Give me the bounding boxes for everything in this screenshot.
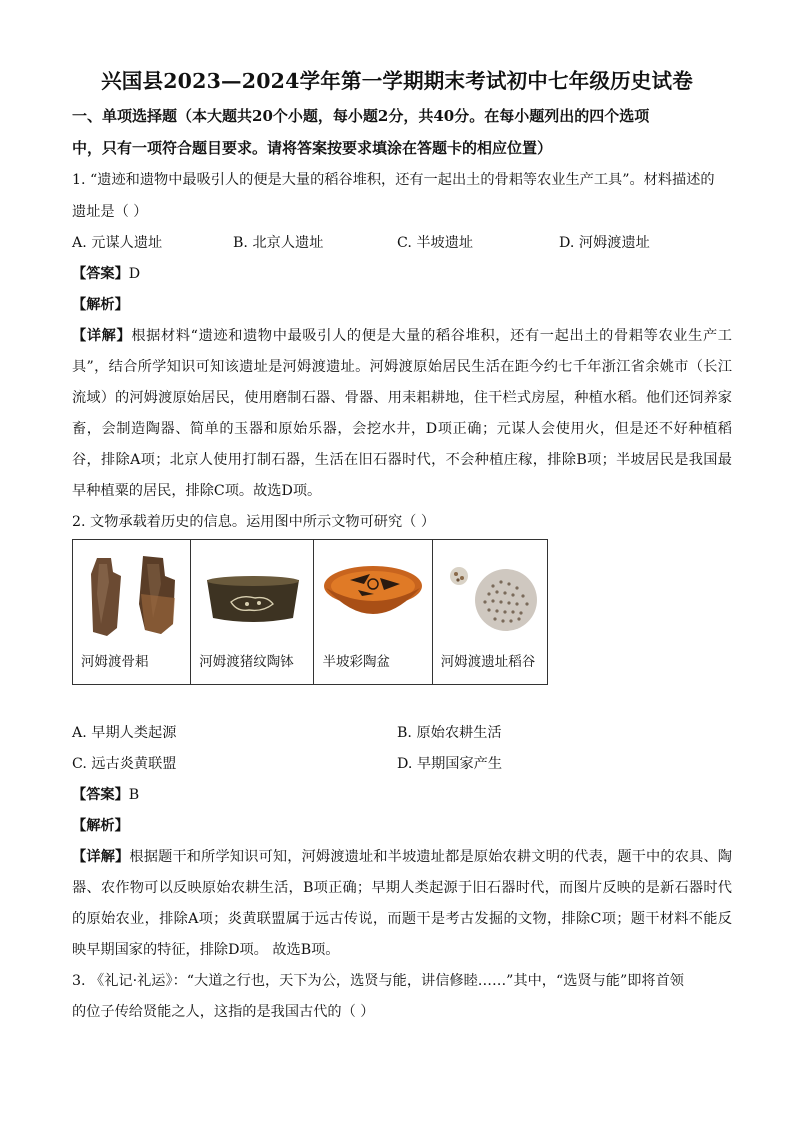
q2-detail-line-2: 器、农作物可以反映原始农耕生活，B项正确；早期人类起源于旧石器时代，而图片反映的是新石器时代	[72, 880, 732, 896]
q2-detail-line-4: 映早期国家的特征，排除D项。 故选B项。	[72, 942, 340, 958]
q1-detail-label: 【详解】	[72, 328, 132, 344]
q3-stem-line-2: 的位子传给贤能之人，这指的是我国古代的（ ）	[72, 1004, 375, 1020]
q1-stem-line-1: 1. “遗迹和遗物中最吸引人的便是大量的稻谷堆积，还有一起出土的骨耜等农业生产工具”。材料描述的	[72, 172, 715, 188]
pig-bowl-image	[203, 574, 303, 626]
q1-detail-line-1: 【详解】根据材料“遗迹和遗物中最吸引人的便是大量的稻谷堆积，还有一起出土的骨耜等农业生产工	[72, 328, 732, 344]
q2-option-b: B. 原始农耕生活	[397, 725, 502, 741]
q1-stem-line-2: 遗址是（ ）	[72, 204, 148, 220]
relic-caption-2: 河姆渡猪纹陶钵	[199, 654, 294, 670]
q1-analysis-label: 【解析】	[72, 297, 129, 313]
q2-option-d: D. 早期国家产生	[397, 756, 503, 772]
q1-answer	[72, 259, 140, 290]
q3-stem-line-1: 3. 《礼记·礼运》：“大道之行也，天下为公，选贤与能，讲信修睦……”其中，“选贤与能”即将首领	[72, 973, 684, 989]
q1-option-a: A. 元谋人遗址	[72, 235, 163, 251]
q1-option-c: C. 半坡遗址	[397, 235, 474, 251]
q2-option-c: C. 远古炎黄联盟	[72, 756, 177, 772]
relic-cell-painted-basin	[314, 540, 432, 685]
relics-table	[72, 539, 548, 685]
q1-detail-line-3: 流域）的河姆渡原始居民，使用磨制石器、骨器、用耒耜耕地，住干栏式房屋，种植水稻。他们还饲养家	[72, 390, 732, 406]
relic-cell-rice-grains	[432, 540, 547, 685]
relic-cell-bone-spade	[73, 540, 191, 685]
q1-detail-line-2: 具”，结合所学知识可知该遗址是河姆渡遗址。河姆渡原始居民生活在距今约七千年浙江省余姚市（长江	[72, 359, 732, 375]
relic-caption-4: 河姆渡遗址稻谷	[440, 654, 536, 670]
q1-answer-label: 【答案】	[72, 266, 129, 282]
q2-detail-line-3: 的原始农业，排除A项；炎黄联盟属于远古传说，而题干是考古发掘的文物，排除C项；题干材料不能反	[72, 911, 732, 927]
q2-detail-line-1: 【详解】根据题干和所学知识可知，河姆渡遗址和半坡遗址都是原始农耕文明的代表，题干中的农具、陶	[72, 849, 732, 865]
q1-answer-value: D	[128, 266, 141, 282]
painted-basin-image	[322, 564, 424, 626]
q1-detail-line-4: 畜，会制造陶器、简单的玉器和原始乐器，会挖水井，D项正确；元谋人会使用火，但是还不好种植稻	[72, 421, 732, 437]
relic-caption-1: 河姆渡骨耜	[81, 654, 149, 670]
q2-answer-value: B	[128, 787, 140, 803]
bone-spade-image	[87, 554, 183, 640]
q2-option-a: A. 早期人类起源	[72, 725, 177, 741]
q2-analysis-label: 【解析】	[72, 818, 129, 834]
q2-detail-label: 【详解】	[72, 849, 130, 865]
q1-detail-line-5: 谷，排除A项；北京人使用打制石器，生活在旧石器时代，不会种植庄稼，排除B项；半坡居民是我国最	[72, 452, 732, 468]
relic-caption-3: 半坡彩陶盆	[322, 654, 390, 670]
section-heading-line-1: 一、单项选择题（本大题共20个小题，每小题2分，共40分。在每小题列出的四个选项	[72, 107, 650, 125]
q2-answer	[72, 780, 139, 811]
relic-cell-pig-bowl	[191, 540, 314, 685]
section-heading-line-2: 中，只有一项符合题目要求。请将答案按要求填涂在答题卡的相应位置）	[72, 139, 553, 157]
rice-grains-image	[443, 566, 543, 632]
q2-stem: 2. 文物承载着历史的信息。运用图中所示文物可研究（ ）	[72, 514, 436, 530]
page-title: 兴国县2023—2024学年第一学期期末考试初中七年级历史试卷	[101, 69, 693, 93]
q1-detail-line-6: 早种植粟的居民，排除C项。故选D项。	[72, 483, 322, 499]
q2-answer-label: 【答案】	[72, 787, 129, 803]
q1-option-d: D. 河姆渡遗址	[559, 235, 650, 251]
q1-option-b: B. 北京人遗址	[233, 235, 324, 251]
